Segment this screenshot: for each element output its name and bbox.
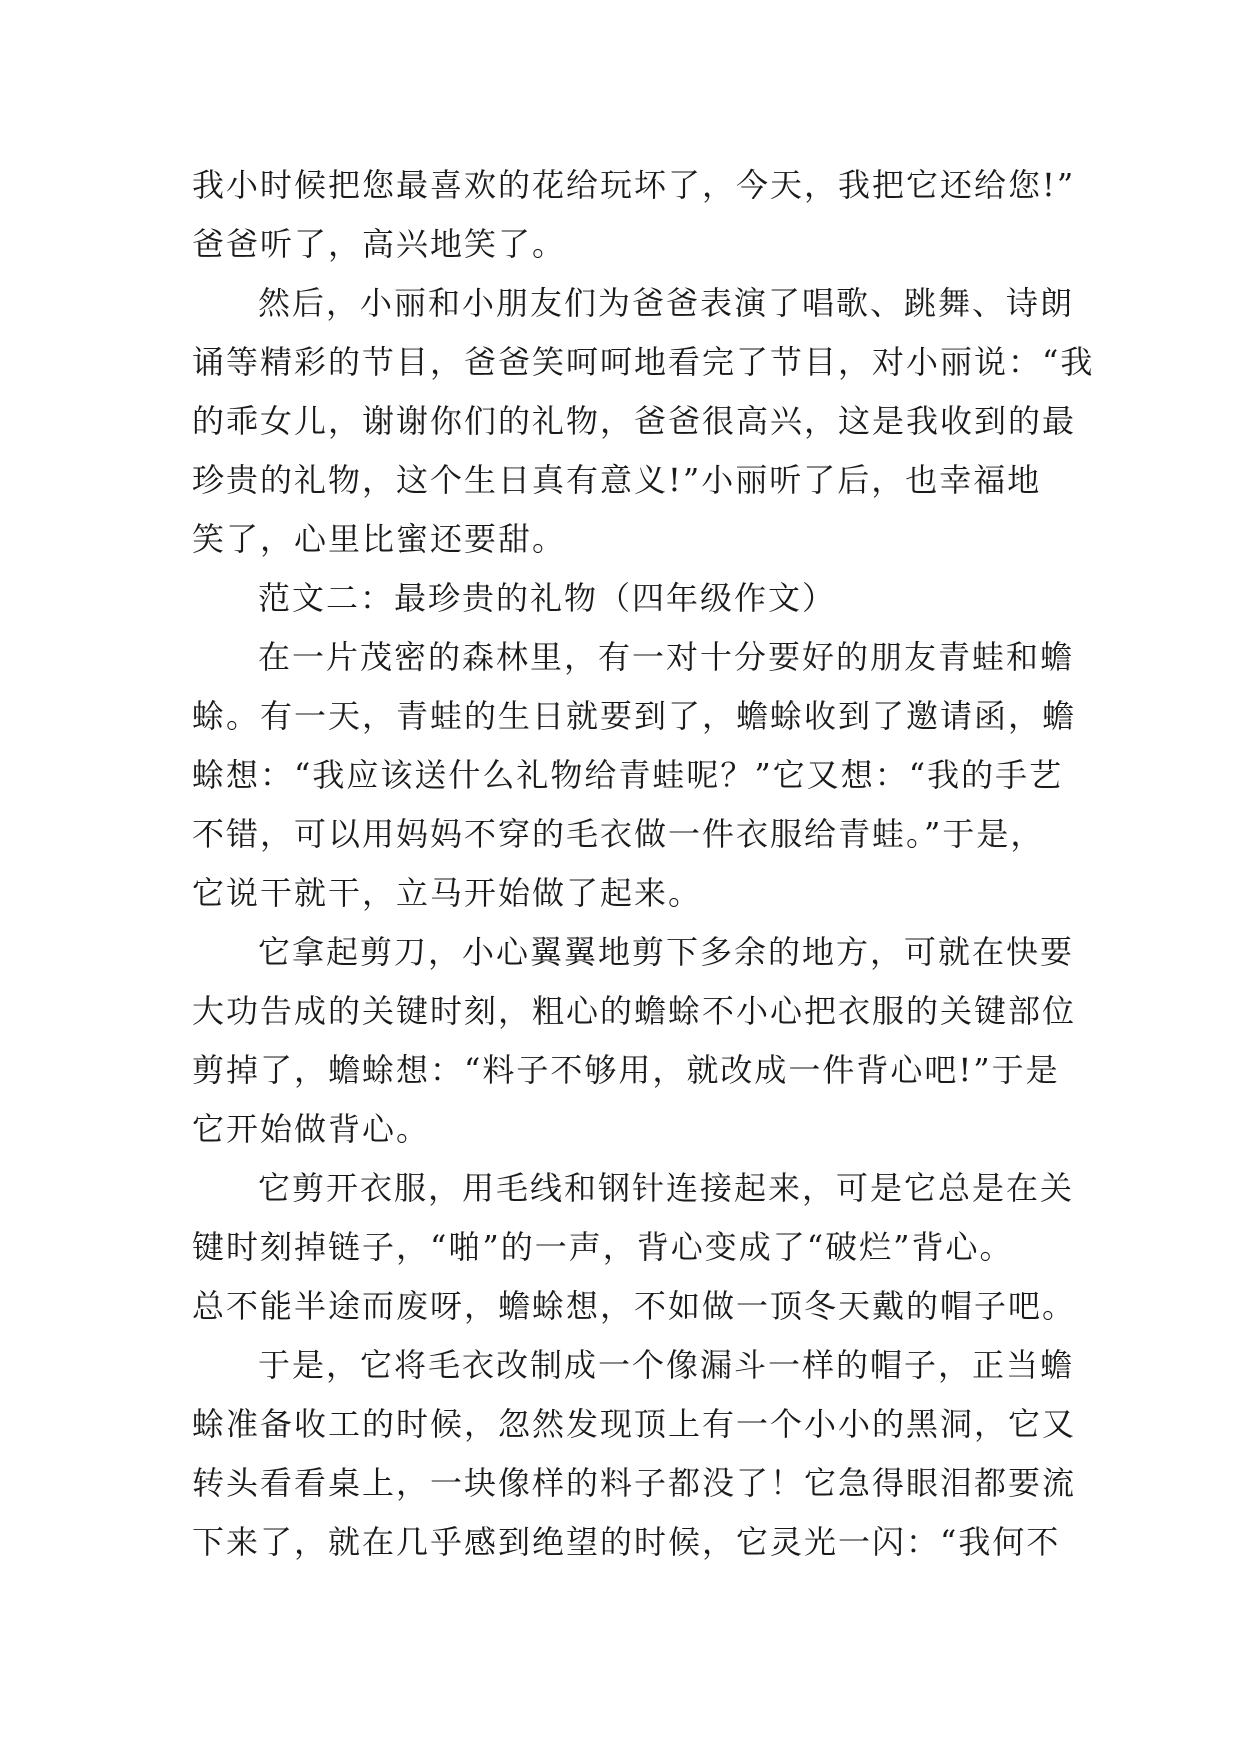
text-line: 蜍想：“我应该送什么礼物给青蛙呢？”它又想：“我的手艺 (192, 756, 1064, 794)
text-line: 我小时候把您最喜欢的花给玩坏了，今天，我把它还给您!” (192, 166, 1076, 204)
text-line: 蜍。有一天，青蛙的生日就要到了，蟾蜍收到了邀请函，蟾 (192, 697, 1077, 735)
text-line: 转头看看桌上，一块像样的料子都没了！它急得眼泪都要流 (192, 1464, 1077, 1502)
essay-heading-line: 范文二：最珍贵的礼物（四年级作文） (258, 579, 837, 617)
text-line: 珍贵的礼物，这个生日真有意义!”小丽听了后，也幸福地 (192, 461, 1042, 499)
text-line: 的乖女儿，谢谢你们的礼物，爸爸很高兴，这是我收到的最 (192, 402, 1077, 440)
text-line: 剪掉了，蟾蜍想：“料子不够用，就改成一件背心吧!”于是 (192, 1051, 1060, 1089)
text-line: 大功告成的关键时刻，粗心的蟾蜍不小心把衣服的关键部位 (192, 992, 1077, 1030)
text-line: 蜍准备收工的时候，忽然发现顶上有一个小小的黑洞，它又 (192, 1405, 1077, 1443)
paragraph-start-line: 于是，它将毛衣改制成一个像漏斗一样的帽子，正当蟾 (258, 1346, 1075, 1384)
paragraph-start-line: 在一片茂密的森林里，有一对十分要好的朋友青蛙和蟾 (258, 638, 1075, 676)
text-line: 它说干就干，立马开始做了起来。 (192, 874, 703, 912)
essay-text (192, 156, 1095, 1572)
paragraph-start-line: 它剪开衣服，用毛线和钢针连接起来，可是它总是在关 (258, 1169, 1075, 1207)
text-line: 笑了，心里比蜜还要甜。 (192, 520, 567, 558)
paragraph-start-line: 然后，小丽和小朋友们为爸爸表演了唱歌、跳舞、诗朗 (258, 284, 1075, 322)
text-line: 下来了，就在几乎感到绝望的时候，它灵光一闪：“我何不 (192, 1523, 1061, 1561)
text-line: 爸爸听了，高兴地笑了。 (192, 225, 567, 263)
text-line: 不错，可以用妈妈不穿的毛衣做一件衣服给青蛙。”于是， (192, 815, 1045, 853)
text-line: 键时刻掉链子，“啪”的一声，背心变成了“破烂”背心。 (192, 1228, 1014, 1266)
text-line: 总不能半途而废呀，蟾蜍想，不如做一顶冬天戴的帽子吧。 (192, 1287, 1077, 1325)
text-line: 诵等精彩的节目，爸爸笑呵呵地看完了节目，对小丽说：“我 (192, 343, 1095, 381)
paragraph-start-line: 它拿起剪刀，小心翼翼地剪下多余的地方，可就在快要 (258, 933, 1075, 971)
text-line: 它开始做背心。 (192, 1110, 431, 1148)
